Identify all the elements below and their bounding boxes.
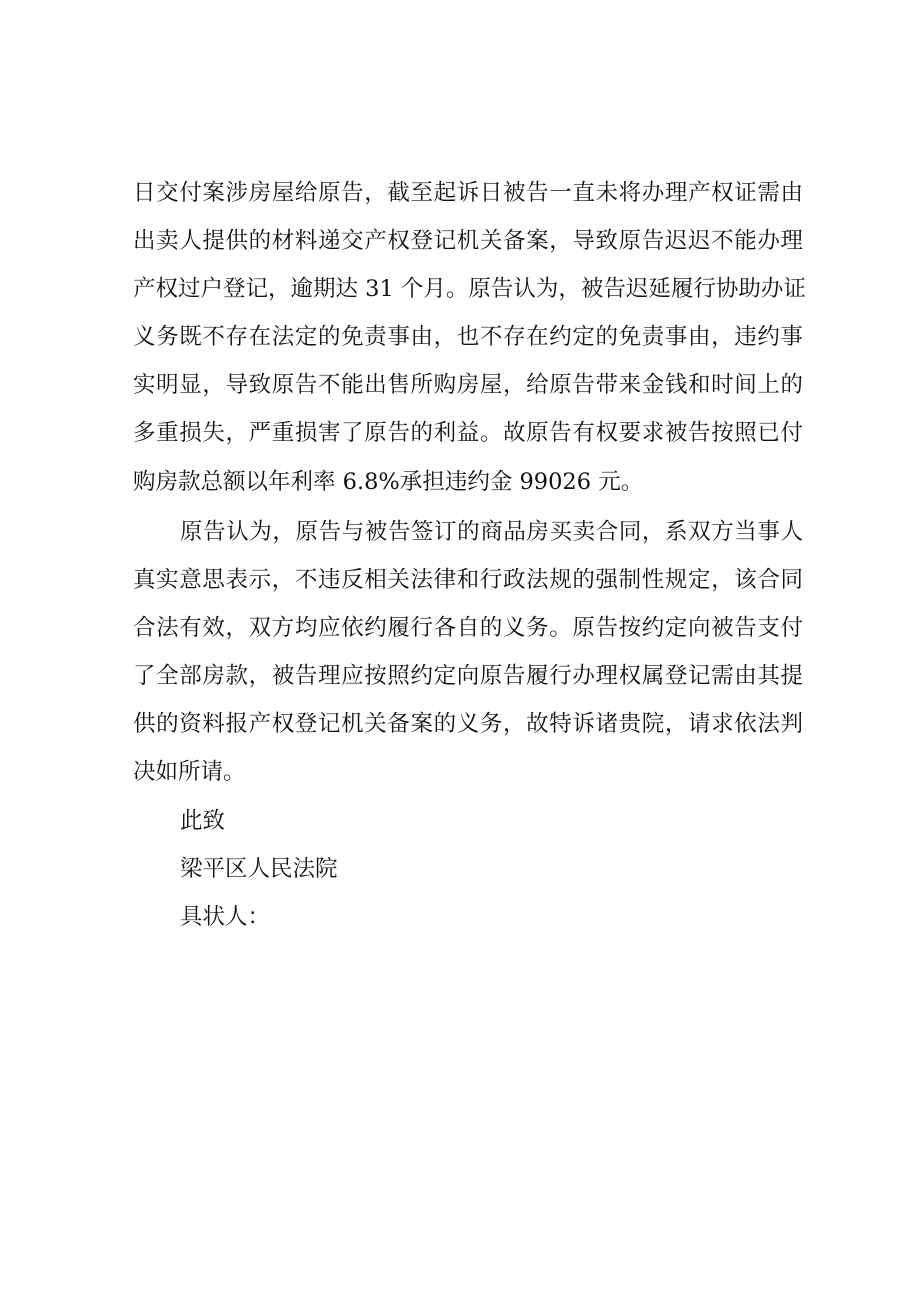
paragraph1-line-2: 出卖人提供的材料递交产权登记机关备案，导致原告迟迟不能办理 <box>133 228 803 254</box>
paragraph1-line-1: 日交付案涉房屋给原告，截至起诉日被告一直未将办理产权证需由 <box>133 180 803 206</box>
paragraph2-line-5: 供的资料报产权登记机关备案的义务，故特诉诸贵院，请求依法判 <box>133 711 803 737</box>
paragraph1-line-7: 购房款总额以年利率 6.8%承担违约金 99026 元。 <box>133 469 644 495</box>
court-name: 梁平区人民法院 <box>180 856 338 882</box>
paragraph2-line-4: 了全部房款，被告理应按照约定向原告履行办理权属登记需由其提 <box>133 663 803 689</box>
closing-salutation: 此致 <box>180 808 226 834</box>
paragraph2-line-1: 原告认为，原告与被告签订的商品房买卖合同，系双方当事人 <box>180 519 803 545</box>
paragraph2-line-6: 决如所请。 <box>133 759 246 785</box>
paragraph1-line-6: 多重损失，严重损害了原告的利益。故原告有权要求被告按照已付 <box>133 420 803 446</box>
paragraph1-line-3: 产权过户登记，逾期达 31 个月。原告认为，被告迟延履行协助办证 <box>133 276 806 302</box>
paragraph2-line-2: 真实意思表示，不违反相关法律和行政法规的强制性规定，该合同 <box>133 567 803 593</box>
paragraph2-line-3: 合法有效，双方均应依约履行各自的义务。原告按约定向被告支付 <box>133 615 803 641</box>
paragraph1-line-5: 实明显，导致原告不能出售所购房屋，给原告带来金钱和时间上的 <box>133 372 803 398</box>
signature-label: 具状人： <box>180 904 271 930</box>
paragraph1-line-4: 义务既不存在法定的免责事由，也不存在约定的免责事由，违约事 <box>133 324 803 350</box>
